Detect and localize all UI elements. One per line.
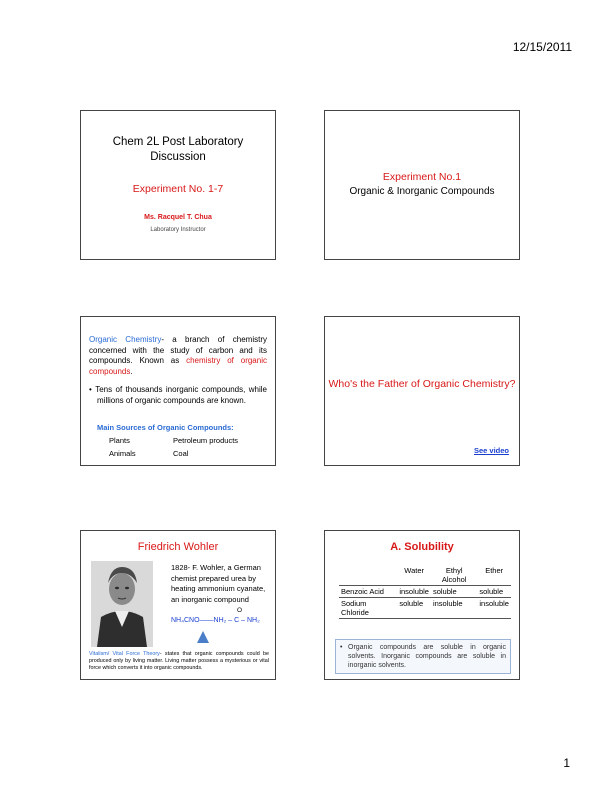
slide-title-heading: Chem 2L Post Laboratory Discussion [112,136,244,163]
table-header-cell: Ethyl Alcohol [431,565,477,586]
definition-text-a: - a branch of chemistry concerned with the study of carbon and its compounds. Known as [89,335,267,366]
table-cell: insoluble [431,598,477,619]
experiment-heading: Experiment No.1 [382,171,462,183]
slide-title [80,110,276,260]
table-row [339,586,511,598]
urea-reaction: NH₄CNO——NH₂ – C – NH₂ [171,617,260,624]
presenter-role: Laboratory Instructor [150,227,206,233]
slide-title-subtitle: Experiment No. 1-7 [132,183,224,195]
wohler-portrait [91,561,153,647]
presenter-name: Ms. Racquel T. Chua [144,214,212,221]
table-cell: insoluble [399,587,429,596]
sources-row [109,449,188,460]
table-cell: soluble [431,586,477,598]
father-question: Who's the Father of Organic Chemistry? [328,378,516,390]
slide-organic-chemistry [80,316,276,466]
organic-chemistry-definition [89,335,267,377]
table-cell: insoluble [477,598,511,619]
slide-father-question [324,316,520,466]
solubility-note [335,639,511,674]
page-number: 1 [563,756,570,770]
bullet-icon: • [340,644,343,651]
wohler-description: 1828- F. Wohler, a German chemist prepared urea by heating ammonium cyanate, an inorganic compound [171,563,266,604]
up-arrow-icon [197,631,209,643]
table-header-cell: Water [397,565,431,586]
oxygen-label: O [237,607,243,614]
definition-text-b: . [130,366,133,376]
slide-solubility [324,530,520,680]
sources-row [109,436,238,447]
organic-chemistry-term: Organic Chemistry [89,335,162,344]
vitalism-note [89,651,269,672]
experiment-subtitle: Organic & Inorganic Compounds [349,186,495,197]
source-right: Petroleum products [173,436,239,445]
page-date: 12/15/2011 [512,40,572,54]
see-video-link[interactable]: See video [473,446,509,455]
table-header-cell [339,565,397,586]
slide-experiment [324,110,520,260]
table-cell: soluble [477,586,511,598]
sources-title: Main Sources of Organic Compounds: [97,423,234,432]
table-header-cell: Ether [477,565,511,586]
bullet-text: Tens of thousands inorganic compounds, while millions of organic compounds are known. [95,385,267,405]
source-right: Coal [173,449,189,458]
slide-wohler [80,530,276,680]
table-cell: soluble [397,598,431,619]
definition-highlight: chemistry of organic compounds [89,356,267,376]
source-left: Plants [109,436,130,445]
wohler-heading: Friedrich Wohler [137,541,219,553]
table-cell: Sodium Chloride [339,598,397,619]
solubility-heading: A. Solubility [390,541,454,553]
table-header-row [339,565,511,586]
source-left: Animals [109,449,136,458]
solubility-table [339,565,511,619]
table-row [339,598,511,619]
table-cell: Benzoic Acid [339,586,397,598]
vitalism-term: Vitalism/ Vital Force Theory [89,651,160,657]
solubility-note-text: Organic compounds are soluble in organic solvents. Inorganic compounds are soluble in inorganic solvents. [348,644,506,669]
vitalism-text: - states that organic compounds could be produced only by living matter. Living matter possess a mysterious or vital force which converts it into organic compounds. [89,651,269,671]
compound-count-bullet: • Tens of thousands inorganic compounds, while millions of organic compounds are known. [89,385,267,405]
